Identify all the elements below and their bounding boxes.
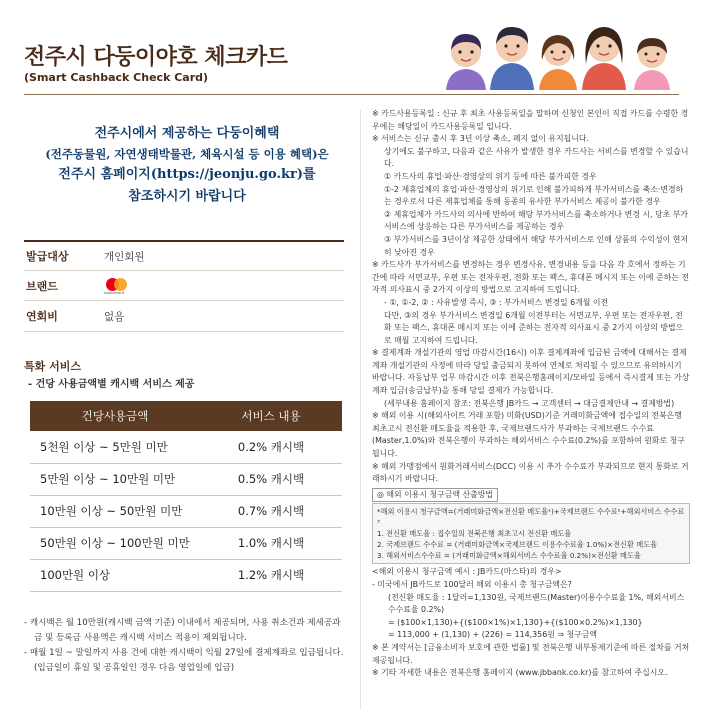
table-cell-rate: 0.7% 캐시백 [200,495,342,527]
table-header-cell: 건당사용금액 [30,401,200,431]
info-key: 브랜드 [26,279,58,293]
example-line: = ($100×1,130)+{($100×1%)×1,130}+{($100×0.2%)×1,130} [388,617,643,627]
terms-paragraph: ※ 카드사가 부가서비스를 변경하는 경우 변경사유, 변경내용 등을 다음 각 호에서 정하는 기간에 따라 서면교부, 우편 또는 전자우편, 전화 또는 팩스, 휴대폰 메시지 또는 이에 준하는 전자적 의사표시 중 2가지 이상의 방법으로 고지하여 드립니다. [372,260,690,295]
table-header-row [30,401,342,431]
mastercard-logo-text: mastercard [104,290,124,295]
mastercard-logo-icon [104,276,130,296]
formula-line: 2. 국제브랜드 수수료 = (거래미화금액×국제브랜드 이용수수료율 1.0%)×전신환 매도율 [377,540,658,550]
note-item: - 캐시백은 월 10만원(캐시백 금액 기준) 이내에서 제공되며, 사용 취소건과 제세공과금 및 등록금 사용액은 캐시백 서비스 적용이 제외됩니다. [24,618,341,643]
formula-line: *해외 이용시 청구금액=(거래미화금액×전신환 매도율¹)+국제브랜드 수수료²+해외서비스 수수료³ [377,507,685,528]
table-cell-amount: 100만원 이상 [30,559,200,591]
example-line: - 미국에서 JB카드로 100달러 해외 이용시 총 청구금액은? [372,580,572,589]
family-member-icon [634,38,670,90]
card-info-table [24,240,344,332]
info-key: 연회비 [26,310,58,323]
info-row-brand [24,271,344,301]
table-row [30,495,342,527]
terms-paragraph: ① 카드사의 휴업·파산·경영상의 위기 등에 따른 불가피한 경우 [384,171,597,181]
terms-paragraph: ※ 본 계약서는 [금융소비자 보호에 관한 법률] 및 전북은행 내부통제기준에 따른 절차를 거쳐 제공됩니다. [372,642,690,665]
terms-paragraph: ③ 부가서비스를 3년이상 제공한 상태에서 해당 부가서비스로 인해 상품의 수익성이 현저히 낮아진 경우 [384,234,688,257]
terms-paragraph: ※ 결제계좌 개설기관의 영업 마감시간(16시) 이후 결제계좌에 입금된 금액에 대해서는 결제계좌 개설기관의 사정에 따라 당일 출금되지 못하여 연체로 처리될 수 있으므로 유의하시기 바랍니다. 자동납부 업무 마감시간 이후 전북은행홈페이지/모바일 등에서 즉시결제 또는 가상계좌 입금(송금납부)을 통해 당일 결제가 가능합니다. [372,348,690,396]
terms-paragraph: 상기에도 불구하고, 다음과 같은 사유가 발생한 경우 카드사는 서비스를 변경할 수 있습니다. [384,146,689,169]
notice-line: 전주시에서 제공하는 다둥이혜택 [94,126,280,141]
family-member-icon [446,34,486,90]
terms-paragraph: ② 제휴업체가 카드사의 의사에 반하여 해당 부가서비스를 축소하거나 변경 시, 당초 부가서비스에 상응하는 다른 부가서비스를 제공하는 경우 [384,209,688,232]
example-line: (전신환 매도율 : 1달러=1,130원, 국제브랜드(Master)이용수수료율 1%, 해외서비스 수수료율 0.2%) [388,592,685,615]
service-subtitle: - 건당 사용금액별 캐시백 서비스 제공 [28,379,195,390]
table-cell-rate: 0.2% 캐시백 [200,431,342,463]
cashback-notes [24,616,346,676]
info-value: 개인회원 [104,250,145,263]
table-cell-rate: 1.2% 캐시백 [200,559,342,591]
table-cell-amount: 10만원 이상 ~ 50만원 미만 [30,495,200,527]
terms-paragraph: ※ 해외 가맹점에서 원화거래서비스(DCC) 이용 시 추가 수수료가 부과되므로 현지 통화로 거래하시기 바랍니다. [372,461,689,484]
table-row [30,431,342,463]
note-item: - 매월 1일 ~ 말일까지 사용 건에 대한 캐시백이 익월 27일에 결제계좌로 입금됩니다.(입금일이 휴일 및 공휴일인 경우 다음 영업일에 입금) [24,648,344,673]
terms-paragraph: 다만, ③의 경우 부가서비스 변경일 6개월 이전부터는 서면교부, 우편 또는 전자우편, 전화 또는 팩스, 휴대폰 메시지 또는 이에 준하는 전자적 의사표시 중 2가지 이상의 방법으로 매월 고지하여 드립니다. [384,310,684,345]
terms-paragraph: ※ 서비스는 신규 출시 후 3년 이상 축소, 폐지 없이 유지됩니다. [372,134,590,144]
page-subtitle: (Smart Cashback Check Card) [24,71,209,84]
terms-paragraph: - ①, ①-2, ② : 사유발생 즉시, ③ : 부가서비스 변경일 6개월 이전 [384,297,609,307]
table-cell-amount: 5만원 이상 ~ 10만원 미만 [30,463,200,495]
notice-line: 참조하시기 바랍니다 [128,189,246,204]
formula-line: 1. 전신환 매도율 : 접수일의 전북은행 최초고시 전신환 매도율 [377,529,572,539]
notice-line: (전주동물원, 자연생태박물관, 체육시설 등 이용 혜택)은 [45,147,329,161]
table-header-cell: 서비스 내용 [200,401,342,431]
terms-paragraph: (세부내용 홈페이지 참조: 전북은행 JB카드 → 고객센터 → 대금결제안내 → 결제방법) [384,398,675,408]
table-cell-rate: 1.0% 캐시백 [200,527,342,559]
family-member-icon [539,35,577,90]
family-member-icon [490,27,534,90]
example-title: <해외 이용시 청구금액 예시 : JB카드(마스타)의 경우> [372,567,562,577]
notice-block [28,124,346,208]
formula-box-title: ◎ 해외 이용시 청구금액 산출방법 [372,488,498,503]
table-cell-rate: 0.5% 캐시백 [200,463,342,495]
service-title: 특화 서비스 [24,360,81,373]
header-divider [24,94,679,95]
table-cell-amount: 5천원 이상 ~ 5만원 미만 [30,431,200,463]
family-illustration [440,20,680,90]
cashback-table [30,401,342,592]
info-key: 발급대상 [26,250,69,263]
family-member-icon [582,27,626,90]
page-title: 전주시 다둥이야호 체크카드 [24,45,288,70]
info-value [104,276,130,296]
table-row [30,559,342,591]
terms-paragraph: ※ 해외 이용 시(해외사이트 거래 포함) 미화(USD)기준 거래미화금액에 접수일의 전북은행 최초고시 전신환 매도율을 적용한 후, 국제브랜드사가 부과하는 국제브랜드 수수료(Master,1.0%)와 전북은행이 부과하는 해외서비스 수수료(0.2%)를 포함하여 원화로 청구됩니다. [372,411,685,459]
terms-column [372,108,690,680]
info-value: 없음 [104,310,125,323]
table-cell-amount: 50만원 이상 ~ 100만원 미만 [30,527,200,559]
table-row [30,463,342,495]
terms-paragraph: ※ 카드사용등록일 : 신규 후 최초 사용등록일을 말하며 신청인 본인이 직접 카드를 수령한 경우에는 해당일이 카드사용등록일 입니다. [372,109,689,131]
column-divider [360,110,361,710]
formula-box [372,503,690,564]
formula-line: 3. 해외서비스수수료 = (거래미화금액×해외서비스 수수료율 0.2%)×전신환 매도율 [377,551,641,561]
example-line: = 113,000 + (1,130) + (226) = 114,356원 ⇒ 청구금액 [388,630,597,640]
terms-paragraph: ※ 기타 자세한 내용은 전북은행 홈페이지 (www.jbbank.co.kr)를 참고하여 주십시오. [372,668,668,678]
terms-paragraph: ①-2 제휴업체의 휴업·파산·경영상의 위기로 인해 불가피하게 부가서비스를 축소·변경하는 경우로서 다른 제휴업체를 통해 동종의 유사한 부가서비스 제공이 불가한 경우 [384,184,684,207]
table-row [30,527,342,559]
info-row-fee [24,301,344,332]
notice-line: 전주시 홈페이지(https://jeonju.go.kr)를 [58,167,316,182]
info-row-target [24,240,344,271]
